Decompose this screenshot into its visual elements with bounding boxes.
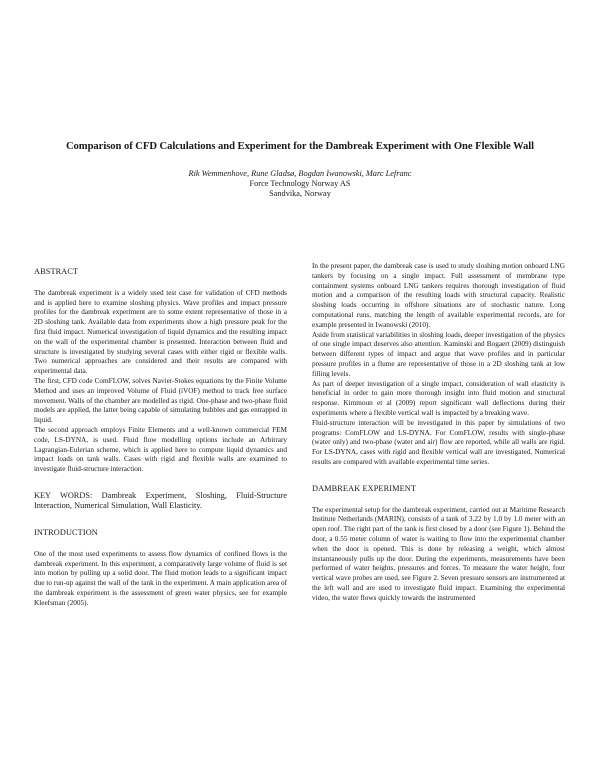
paper-title: Comparison of CFD Calculations and Experiment for the Dambreak Experiment with One Flexible Wall	[65, 141, 535, 152]
dambreak-heading: DAMBREAK EXPERIMENT	[312, 483, 416, 493]
dambreak-paragraph: The experimental setup for the dambreak experiment, carried out at Maritime Research Institute Netherlands (MARIN), consists of a tank of 3.22 by 1.0 by 1.0 meter with an open roof. The right part of the tank is first closed by a door (see Figure 1). Behind the door, a 0.55 meter column of water is waiting to flow into the experimental chamber when the door is opened. This is done by releasing a weight, which almost instantaneously pulls up the door. During the experiments, measurements have been performed of water heights, pressures and forces. To measure the water height, four vertical wave probes are used, see Figure 2. Seven pressure sensors are instrumented at the left wall and are used to investigate fluid impact. Examining the experimental video, the water flows quickly towards the instrumented	[312, 505, 565, 602]
left-column	[34, 267, 287, 609]
keywords: KEY WORDS: Dambreak Experiment, Sloshing, Fluid-Structure Interaction, Numerical Simulation, Wall Elasticity.	[34, 490, 287, 511]
body-paragraph: Aside from statistical variabilities in sloshing loads, deeper investigation of the physics of one single impact deserves also attention. Kaminski and Bogaert (2009) distinguish between different types of impact and argue that wave profiles and in particular pressure profiles in a flume are representative of those in a 2D sloshing tank at low filling levels.	[312, 330, 565, 378]
author-list: Rik Wemmenhove, Rune Gladsø, Bogdan Iwanowski, Marc Lefranc	[188, 169, 412, 178]
abstract-paragraph: The dambreak experiment is a widely used test case for validation of CFD methods and is applied here to examine sloshing physics. Wave profiles and impact pressure profiles for the dambreak experiment are to some extent representative of those in a 2D sloshing tank. Available data from experiments show a high pressure peak for the first fluid impact. Numerical investigation of liquid dynamics and the resulting impact on the wall of the experimental chamber is presented. Interaction between fluid and structure is investigated by studying several cases with either rigid or flexible walls. Two numerical approaches are considered and their results are compared with experimental data.	[34, 288, 287, 376]
affiliation-organization: Force Technology Norway AS	[249, 179, 351, 188]
introduction-paragraph: One of the most used experiments to assess flow dynamics of confined flows is the dambreak experiment. In this experiment, a comparatively large volume of fluid is set into motion by pulling up a solid door. The fluid motion leads to a significant impact due to run-up against the wall of the tank in the experiment. A main application area of the dambreak experiment is the assessment of green water physics, see for example Kleefsman (2005).	[34, 549, 287, 607]
abstract-paragraph: The second approach employs Finite Elements and a well-known commercial FEM code, LS-DYNA, is used. Fluid flow modelling options include an Arbitrary Lagrangian-Eulerian scheme, which is applied here to compute liquid dynamics and impact loads on tank walls. Cases with rigid and flexible walls are examined to investigate fluid-structure interaction.	[34, 425, 287, 474]
abstract-paragraph: The first, CFD code ComFLOW, solves Navier-Stokes equations by the Finite Volume Method and uses an improved Volume of Fluid (iVOF) method to track free surface movement. Walls of the chamber are modelled as rigid. One-phase and two-phase fluid models are applied, the latter being capable of simulating bubbles and gas entrapped in liquid.	[34, 376, 287, 425]
body-paragraph: Fluid-structure interaction will be investigated in this paper by simulations of two programs: ComFLOW and LS-DYNA. For ComFLOW, results with single-phase (water only) and two-phase (water and air) flow are reported, while all walls are rigid. For LS-DYNA, cases with rigid and flexible vertical wall are investigated. Numerical results are compared with available experimental time series.	[312, 418, 565, 466]
right-column	[312, 262, 565, 604]
body-paragraph: As part of deeper investigation of a single impact, consideration of wall elasticity is beneficial in order to gain more thorough insight into fluid motion and structural response. Kimmoun et al (2009) report significant wall deflections during their experiments where a flexible vertical wall is impacted by a breaking wave.	[312, 379, 565, 417]
abstract-heading: ABSTRACT	[34, 267, 79, 276]
body-paragraph: In the present paper, the dambreak case is used to study sloshing motion onboard LNG tankers by focusing on a single impact. Full assessment of membrane type containment systems onboard LNG tankers requires thorough investigation of fluid motion and a comparison of the resulting loads with structural capacity. Realistic sloshing loads occurring in offshore situations are of stochastic nature. Long computational runs, matching the length of available experimental records, are for example presented in Iwanowski (2010).	[312, 262, 565, 329]
affiliation-location: Sandvika, Norway	[269, 189, 331, 198]
introduction-heading: INTRODUCTION	[34, 527, 98, 537]
